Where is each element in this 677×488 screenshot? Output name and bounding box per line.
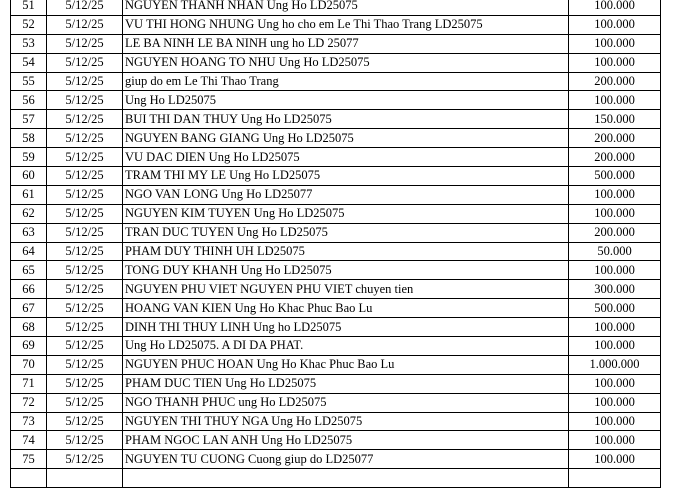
row-date: 5/12/25 <box>47 185 123 204</box>
row-description: NGUYEN BANG GIANG Ung Ho LD25075 <box>123 129 569 148</box>
row-date: 5/12/25 <box>47 299 123 318</box>
row-amount: 100.000 <box>569 337 661 356</box>
table-row <box>11 129 661 148</box>
table-row <box>11 185 661 204</box>
row-date: 5/12/25 <box>47 431 123 450</box>
row-description: TONG DUY KHANH Ung Ho LD25075 <box>123 261 569 280</box>
table-row <box>11 469 661 488</box>
row-number: 67 <box>11 299 47 318</box>
row-date: 5/12/25 <box>47 34 123 53</box>
table-row <box>11 34 661 53</box>
row-amount: 300.000 <box>569 280 661 299</box>
row-description: NGUYEN PHUC HOAN Ung Ho Khac Phuc Bao Lu <box>123 355 569 374</box>
table-row <box>11 374 661 393</box>
row-date: 5/12/25 <box>47 0 123 15</box>
row-number: 69 <box>11 337 47 356</box>
row-date: 5/12/25 <box>47 280 123 299</box>
row-description: NGO THANH PHUC ung Ho LD25075 <box>123 393 569 412</box>
row-date: 5/12/25 <box>47 204 123 223</box>
row-number: 65 <box>11 261 47 280</box>
row-number: 75 <box>11 450 47 469</box>
row-number: 52 <box>11 15 47 34</box>
row-description: PHAM DUC TIEN Ung Ho LD25075 <box>123 374 569 393</box>
table-row <box>11 15 661 34</box>
row-description: TRAM THI MY LE Ung Ho LD25075 <box>123 167 569 186</box>
row-amount: 100.000 <box>569 450 661 469</box>
row-date: 5/12/25 <box>47 15 123 34</box>
row-amount: 200.000 <box>569 72 661 91</box>
row-number: 70 <box>11 355 47 374</box>
row-number: 66 <box>11 280 47 299</box>
row-description: NGUYEN THI THUY NGA Ung Ho LD25075 <box>123 412 569 431</box>
row-date: 5/12/25 <box>47 167 123 186</box>
table-row <box>11 148 661 167</box>
table-row <box>11 242 661 261</box>
row-date: 5/12/25 <box>47 261 123 280</box>
row-description: PHAM DUY THINH UH LD25075 <box>123 242 569 261</box>
row-description <box>123 469 569 488</box>
table-row <box>11 261 661 280</box>
row-date: 5/12/25 <box>47 148 123 167</box>
row-description: DINH THI THUY LINH Ung ho LD25075 <box>123 318 569 337</box>
row-amount: 150.000 <box>569 110 661 129</box>
row-number <box>11 469 47 488</box>
row-date: 5/12/25 <box>47 129 123 148</box>
row-description: LE BA NINH LE BA NINH ung ho LD 25077 <box>123 34 569 53</box>
row-date: 5/12/25 <box>47 242 123 261</box>
row-date: 5/12/25 <box>47 72 123 91</box>
table-row <box>11 393 661 412</box>
row-number: 57 <box>11 110 47 129</box>
row-amount: 100.000 <box>569 15 661 34</box>
row-amount: 100.000 <box>569 412 661 431</box>
row-amount: 100.000 <box>569 393 661 412</box>
row-date: 5/12/25 <box>47 53 123 72</box>
row-amount: 100.000 <box>569 431 661 450</box>
row-date: 5/12/25 <box>47 337 123 356</box>
row-amount: 100.000 <box>569 91 661 110</box>
row-date: 5/12/25 <box>47 110 123 129</box>
row-number: 74 <box>11 431 47 450</box>
donation-sheet <box>10 0 661 488</box>
row-number: 72 <box>11 393 47 412</box>
row-amount: 200.000 <box>569 223 661 242</box>
row-number: 73 <box>11 412 47 431</box>
row-description: NGO VAN LONG Ung Ho LD25077 <box>123 185 569 204</box>
row-amount: 200.000 <box>569 129 661 148</box>
table-row <box>11 223 661 242</box>
table-row <box>11 204 661 223</box>
row-date: 5/12/25 <box>47 374 123 393</box>
table-row <box>11 412 661 431</box>
row-number: 64 <box>11 242 47 261</box>
table-row <box>11 355 661 374</box>
row-amount: 100.000 <box>569 34 661 53</box>
donation-table <box>10 0 661 488</box>
row-amount: 100.000 <box>569 0 661 15</box>
row-date: 5/12/25 <box>47 393 123 412</box>
row-date: 5/12/25 <box>47 223 123 242</box>
row-description: NGUYEN HOANG TO NHU Ung Ho LD25075 <box>123 53 569 72</box>
row-amount: 100.000 <box>569 261 661 280</box>
row-number: 71 <box>11 374 47 393</box>
row-date <box>47 469 123 488</box>
row-date: 5/12/25 <box>47 91 123 110</box>
row-description: NGUYEN THANH NHAN Ung Ho LD25075 <box>123 0 569 15</box>
row-description: HOANG VAN KIEN Ung Ho Khac Phuc Bao Lu <box>123 299 569 318</box>
row-date: 5/12/25 <box>47 318 123 337</box>
row-description: PHAM NGOC LAN ANH Ung Ho LD25075 <box>123 431 569 450</box>
row-number: 55 <box>11 72 47 91</box>
table-row <box>11 53 661 72</box>
table-row <box>11 450 661 469</box>
row-number: 60 <box>11 167 47 186</box>
row-description: NGUYEN TU CUONG Cuong giup do LD25077 <box>123 450 569 469</box>
row-date: 5/12/25 <box>47 412 123 431</box>
row-description: NGUYEN PHU VIET NGUYEN PHU VIET chuyen tien <box>123 280 569 299</box>
row-amount: 100.000 <box>569 374 661 393</box>
row-description: TRAN DUC TUYEN Ung Ho LD25075 <box>123 223 569 242</box>
row-number: 54 <box>11 53 47 72</box>
row-amount: 100.000 <box>569 53 661 72</box>
table-row <box>11 280 661 299</box>
row-date: 5/12/25 <box>47 450 123 469</box>
row-amount: 100.000 <box>569 185 661 204</box>
row-number: 56 <box>11 91 47 110</box>
table-body <box>11 0 661 488</box>
row-number: 59 <box>11 148 47 167</box>
row-description: BUI THI DAN THUY Ung Ho LD25075 <box>123 110 569 129</box>
table-row <box>11 431 661 450</box>
row-description: giup do em Le Thi Thao Trang <box>123 72 569 91</box>
table-row <box>11 299 661 318</box>
table-row <box>11 0 661 15</box>
table-row <box>11 337 661 356</box>
row-number: 63 <box>11 223 47 242</box>
row-number: 68 <box>11 318 47 337</box>
table-row <box>11 318 661 337</box>
row-amount: 50.000 <box>569 242 661 261</box>
row-amount <box>569 469 661 488</box>
row-number: 61 <box>11 185 47 204</box>
row-amount: 500.000 <box>569 167 661 186</box>
row-number: 58 <box>11 129 47 148</box>
table-row <box>11 91 661 110</box>
row-amount: 200.000 <box>569 148 661 167</box>
table-row <box>11 72 661 91</box>
row-description: Ung Ho LD25075. A DI DA PHAT. <box>123 337 569 356</box>
row-description: VU DAC DIEN Ung Ho LD25075 <box>123 148 569 167</box>
row-number: 51 <box>11 0 47 15</box>
table-row <box>11 110 661 129</box>
row-description: VU THI HONG NHUNG Ung ho cho em Le Thi Thao Trang LD25075 <box>123 15 569 34</box>
row-description: NGUYEN KIM TUYEN Ung Ho LD25075 <box>123 204 569 223</box>
row-amount: 100.000 <box>569 318 661 337</box>
row-number: 53 <box>11 34 47 53</box>
row-amount: 500.000 <box>569 299 661 318</box>
row-number: 62 <box>11 204 47 223</box>
row-amount: 100.000 <box>569 204 661 223</box>
row-date: 5/12/25 <box>47 355 123 374</box>
table-row <box>11 167 661 186</box>
row-description: Ung Ho LD25075 <box>123 91 569 110</box>
row-amount: 1.000.000 <box>569 355 661 374</box>
